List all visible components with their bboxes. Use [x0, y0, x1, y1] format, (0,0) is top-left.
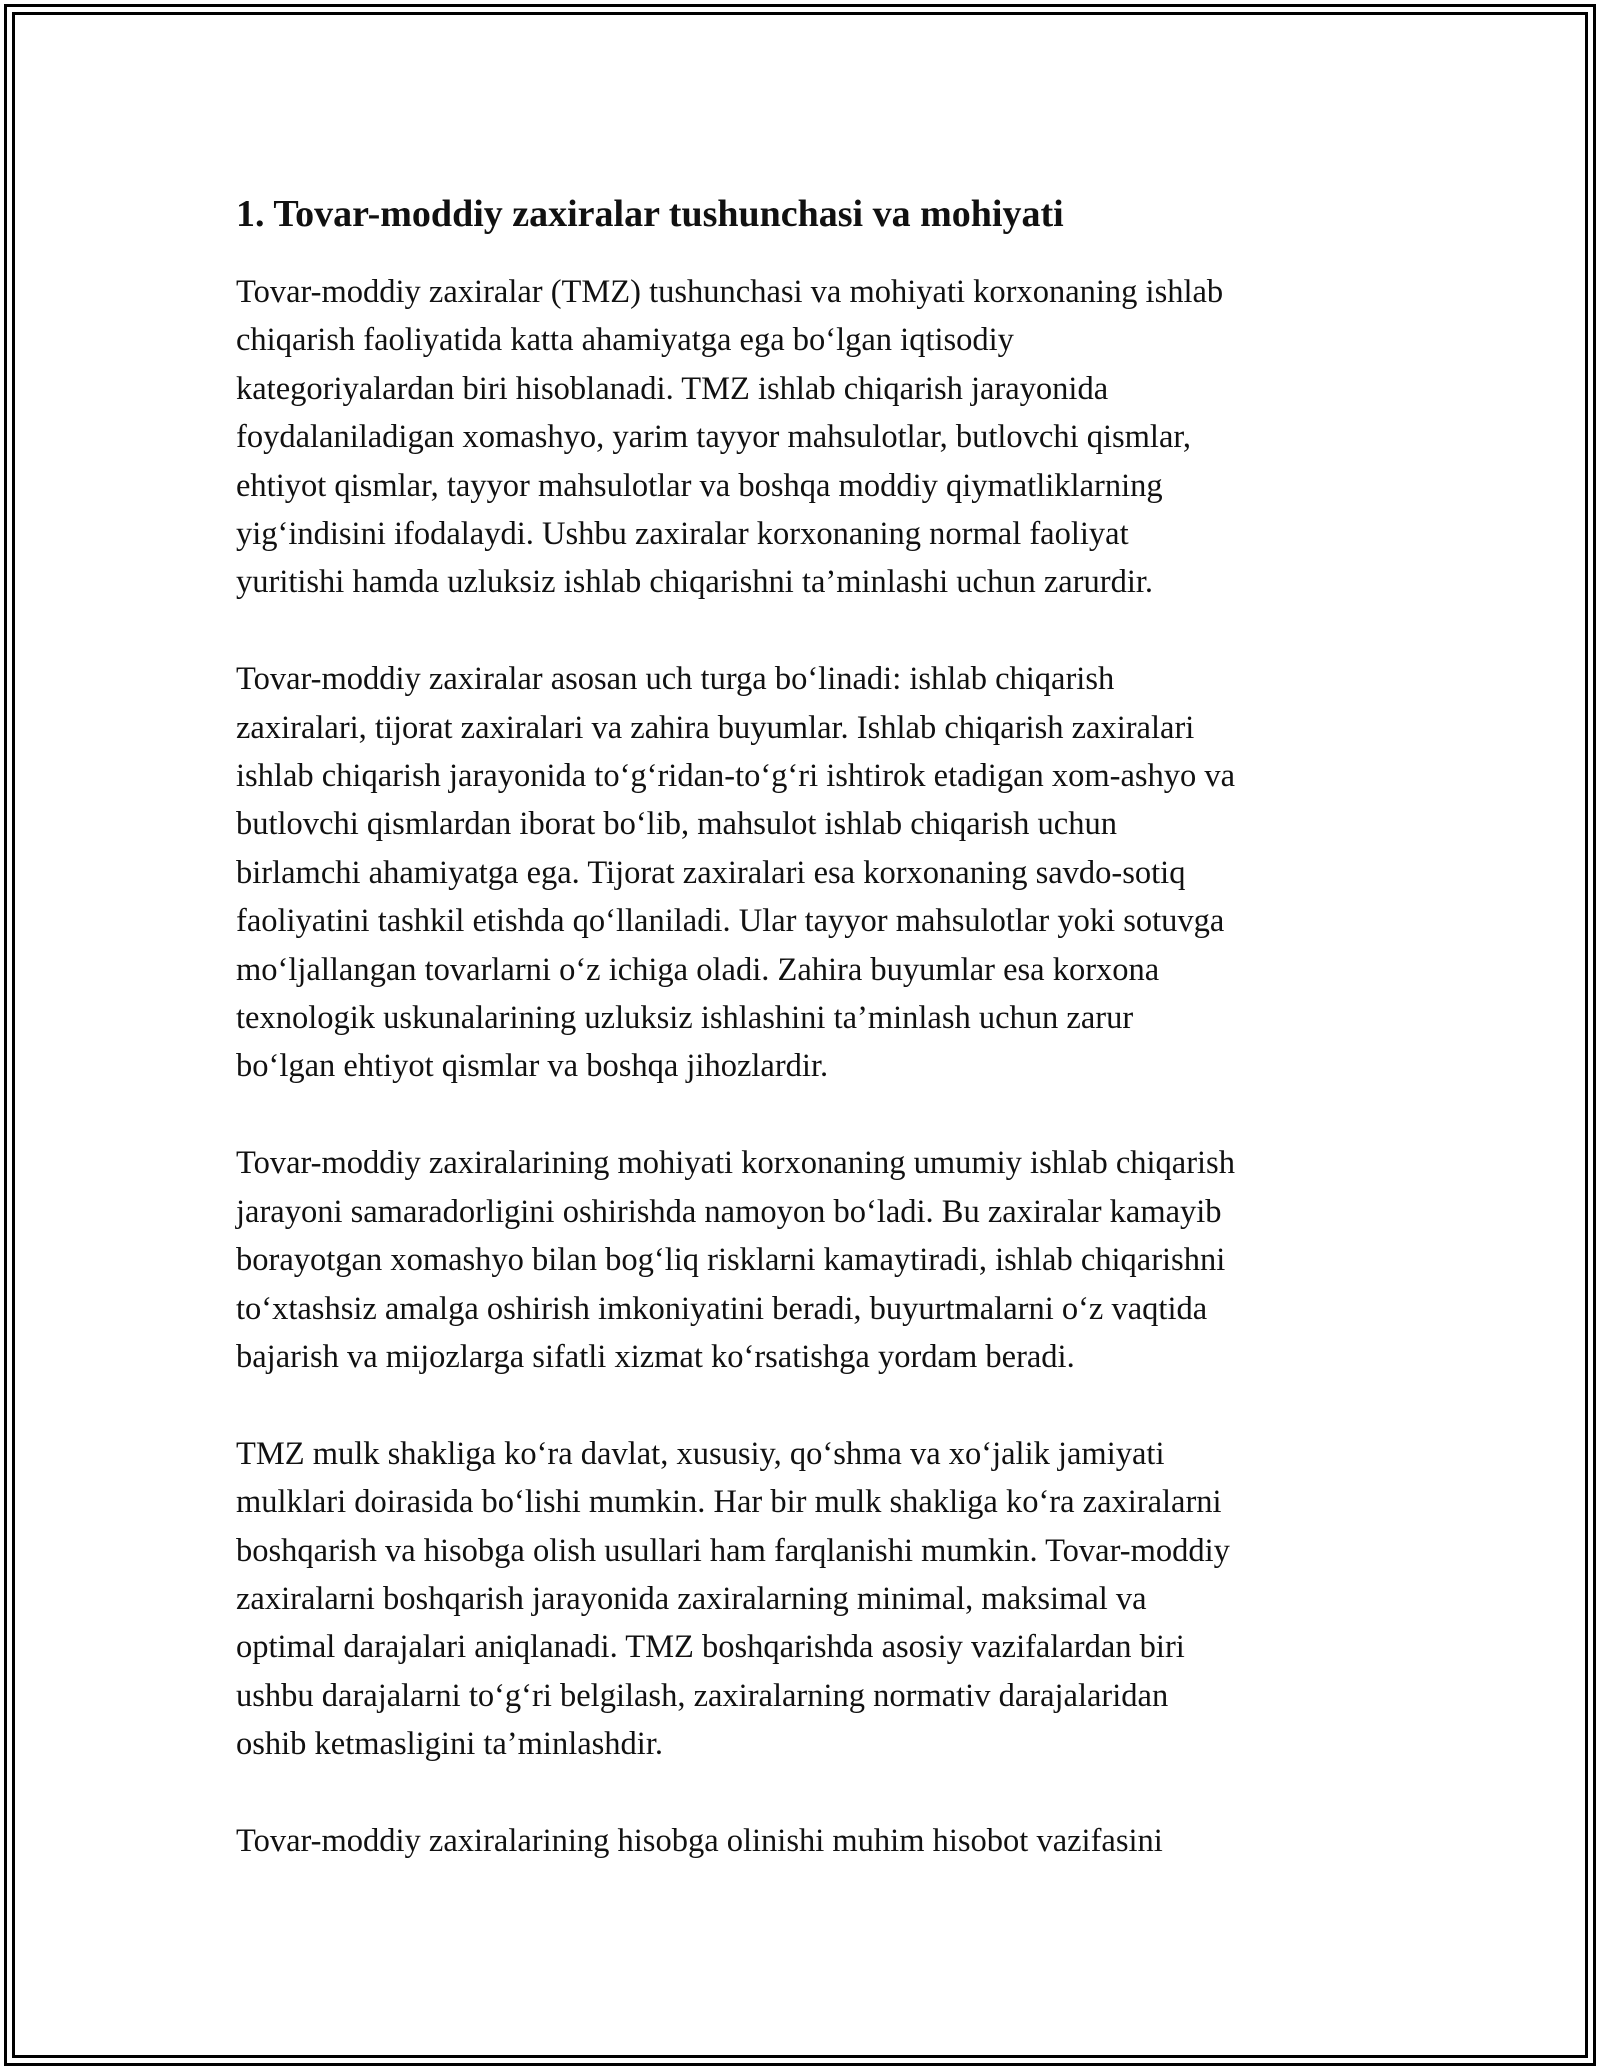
- paragraphs-container: [236, 268, 1386, 1865]
- paragraph-line: borayotgan xomashyo bilan bog‘liq risklarni kamaytiradi, ishlab chiqarishni: [236, 1242, 1226, 1279]
- paragraph: [236, 1430, 1386, 1769]
- paragraph-line: yuritishi hamda uzluksiz ishlab chiqarishni ta’minlashi uchun zarurdir.: [236, 564, 1154, 601]
- paragraph-line: zaxiralarni boshqarish jarayonida zaxiralarning minimal, maksimal va: [236, 1580, 1147, 1617]
- paragraph-line: optimal darajalari aniqlanadi. TMZ boshqarishda asosiy vazifalardan biri: [236, 1629, 1185, 1666]
- document-body: [236, 186, 1386, 1914]
- paragraph-line: zaxiralari, tijorat zaxiralari va zahira buyumlar. Ishlab chiqarish zaxiralari: [236, 709, 1195, 746]
- paragraph-line: mo‘ljallangan tovarlarni o‘z ichiga oladi. Zahira buyumlar esa korxona: [236, 951, 1160, 988]
- paragraph-line: Tovar-moddiy zaxiralarining mohiyati korxonaning umumiy ishlab chiqarish: [236, 1145, 1235, 1182]
- paragraph-line: Tovar-moddiy zaxiralar asosan uch turga bo‘linadi: ishlab chiqarish: [236, 661, 1115, 698]
- paragraph-line: faoliyatini tashkil etishda qo‘llaniladi. Ular tayyor mahsulotlar yoki sotuvga: [236, 903, 1225, 940]
- paragraph-line: bajarish va mijozlarga sifatli xizmat ko‘rsatishga yordam beradi.: [236, 1338, 1075, 1375]
- paragraph-line: jarayoni samaradorligini oshirishda namoyon bo‘ladi. Bu zaxiralar kamayib: [236, 1193, 1222, 1230]
- section-heading: 1. Tovar-moddiy zaxiralar tushunchasi va mohiyati: [236, 193, 1064, 235]
- paragraph: [236, 1139, 1386, 1381]
- paragraph-line: to‘xtashsiz amalga oshirish imkoniyatini beradi, buyurtmalarni o‘z vaqtida: [236, 1290, 1208, 1327]
- paragraph-line: boshqarish va hisobga olish usullari ham farqlanishi mumkin. Tovar-moddiy: [236, 1532, 1230, 1569]
- paragraph: [236, 655, 1386, 1091]
- paragraph-line: bo‘lgan ehtiyot qismlar va boshqa jihozlardir.: [236, 1048, 829, 1085]
- paragraph-line: foydalaniladigan xomashyo, yarim tayyor mahsulotlar, butlovchi qismlar,: [236, 419, 1192, 456]
- paragraph-line: oshib ketmasligini ta’minlashdir.: [236, 1726, 663, 1763]
- paragraph-line: yig‘indisini ifodalaydi. Ushbu zaxiralar korxonaning normal faoliyat: [236, 516, 1129, 553]
- paragraph-line: ushbu darajalarni to‘g‘ri belgilash, zaxiralarning normativ darajalaridan: [236, 1677, 1169, 1714]
- paragraph-line: kategoriyalardan biri hisoblanadi. TMZ ishlab chiqarish jarayonida: [236, 370, 1109, 407]
- paragraph-line: texnologik uskunalarining uzluksiz ishlashini ta’minlash uchun zarur: [236, 1000, 1134, 1037]
- paragraph-line: ehtiyot qismlar, tayyor mahsulotlar va boshqa moddiy qiymatliklarning: [236, 467, 1163, 504]
- paragraph-line: butlovchi qismlardan iborat bo‘lib, mahsulot ishlab chiqarish uchun: [236, 806, 1117, 843]
- paragraph-line: chiqarish faoliyatida katta ahamiyatga ega bo‘lgan iqtisodiy: [236, 322, 1014, 359]
- paragraph: [236, 268, 1386, 607]
- paragraph-line: Tovar-moddiy zaxiralarining hisobga olinishi muhim hisobot vazifasini: [236, 1822, 1163, 1859]
- paragraph-line: mulklari doirasida bo‘lishi mumkin. Har bir mulk shakliga ko‘ra zaxiralarni: [236, 1484, 1222, 1521]
- paragraph: [236, 1817, 1386, 1865]
- paragraph-line: TMZ mulk shakliga ko‘ra davlat, xususiy, qo‘shma va xo‘jalik jamiyati: [236, 1435, 1165, 1472]
- paragraph-line: ishlab chiqarish jarayonida to‘g‘ridan-to‘g‘ri ishtirok etadigan xom-ashyo va: [236, 758, 1236, 795]
- paragraph-line: birlamchi ahamiyatga ega. Tijorat zaxiralari esa korxonaning savdo-sotiq: [236, 854, 1186, 891]
- paragraph-line: Tovar-moddiy zaxiralar (TMZ) tushunchasi va mohiyati korxonaning ishlab: [236, 274, 1224, 310]
